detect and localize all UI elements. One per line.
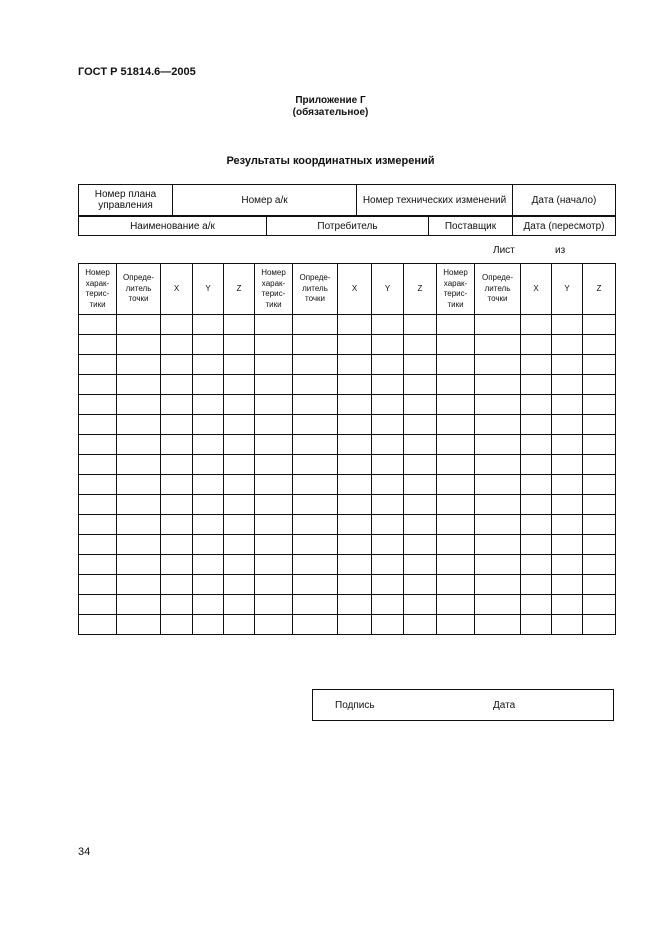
table-cell[interactable] (475, 435, 521, 455)
table-cell[interactable] (224, 455, 255, 475)
table-cell[interactable] (117, 615, 161, 635)
table-cell[interactable] (521, 395, 552, 415)
table-cell[interactable] (372, 575, 404, 595)
table-cell[interactable] (117, 415, 161, 435)
table-cell[interactable] (255, 475, 293, 495)
table-cell[interactable] (224, 615, 255, 635)
document-code: ГОСТ Р 51814.6—2005 (78, 66, 196, 78)
table-cell[interactable] (475, 555, 521, 575)
table-row (79, 495, 616, 515)
signature-date-field[interactable]: Дата (493, 700, 516, 711)
table-row (79, 455, 616, 475)
table-cell[interactable] (521, 375, 552, 395)
table-cell[interactable] (372, 435, 404, 455)
table-cell[interactable] (552, 535, 583, 555)
table-cell[interactable] (161, 595, 193, 615)
table-cell[interactable] (583, 395, 616, 415)
table-cell[interactable] (224, 535, 255, 555)
appendix-heading (0, 95, 661, 119)
col-char-number: Номер харак-терис-тики (437, 264, 475, 315)
table-cell[interactable] (338, 455, 372, 475)
table-cell[interactable] (475, 615, 521, 635)
table-cell[interactable] (475, 355, 521, 375)
table-cell[interactable] (293, 415, 338, 435)
table-cell[interactable] (79, 375, 117, 395)
table-cell[interactable] (293, 495, 338, 515)
table-cell[interactable] (552, 515, 583, 535)
table-cell[interactable] (293, 435, 338, 455)
table-cell[interactable] (552, 355, 583, 375)
table-cell[interactable] (475, 455, 521, 475)
table-cell[interactable] (521, 615, 552, 635)
table-cell[interactable] (338, 415, 372, 435)
table-cell[interactable] (79, 575, 117, 595)
table-cell[interactable] (372, 535, 404, 555)
table-cell[interactable] (193, 535, 224, 555)
table-cell[interactable] (161, 355, 193, 375)
col-char-number: Номер харак-терис-тики (79, 264, 117, 315)
header-row-1 (78, 184, 616, 216)
table-cell[interactable] (521, 435, 552, 455)
table-cell[interactable] (161, 575, 193, 595)
table-cell[interactable] (521, 315, 552, 335)
table-cell[interactable] (161, 495, 193, 515)
table-cell[interactable] (583, 535, 616, 555)
table-cell[interactable] (293, 535, 338, 555)
header-row-2 (78, 216, 616, 236)
table-cell[interactable] (117, 375, 161, 395)
table-cell[interactable] (161, 435, 193, 455)
table-cell[interactable] (193, 335, 224, 355)
table-row (79, 435, 616, 455)
table-cell[interactable] (437, 315, 475, 335)
table-cell[interactable] (552, 315, 583, 335)
table-cell[interactable] (437, 595, 475, 615)
col-x: X (161, 264, 193, 315)
table-cell[interactable] (404, 455, 437, 475)
col-z: Z (583, 264, 616, 315)
table-cell[interactable] (583, 335, 616, 355)
table-cell[interactable] (255, 455, 293, 475)
form-title: Результаты координатных измерений (226, 155, 435, 167)
table-cell[interactable] (293, 395, 338, 415)
table-cell[interactable] (521, 535, 552, 555)
table-cell[interactable] (293, 575, 338, 595)
table-cell[interactable] (255, 615, 293, 635)
col-point-id: Опреде-литель точки (117, 264, 161, 315)
table-cell[interactable] (552, 495, 583, 515)
table-cell[interactable] (338, 515, 372, 535)
table-cell[interactable] (117, 535, 161, 555)
table-cell[interactable] (437, 415, 475, 435)
table-cell[interactable] (521, 575, 552, 595)
signature-box (312, 689, 614, 721)
table-cell[interactable] (552, 335, 583, 355)
table-cell[interactable] (193, 435, 224, 455)
table-cell[interactable] (193, 615, 224, 635)
table-cell[interactable] (224, 575, 255, 595)
table-cell[interactable] (224, 395, 255, 415)
table-cell[interactable] (437, 455, 475, 475)
table-cell[interactable] (404, 315, 437, 335)
table-cell[interactable] (117, 315, 161, 335)
sheet-of-label: из (555, 245, 566, 256)
table-cell[interactable] (161, 315, 193, 335)
table-row (79, 615, 616, 635)
table-cell[interactable] (79, 475, 117, 495)
table-cell[interactable] (79, 435, 117, 455)
table-cell[interactable] (404, 435, 437, 455)
table-cell[interactable] (255, 415, 293, 435)
table-cell[interactable] (79, 315, 117, 335)
table-cell[interactable] (193, 395, 224, 415)
table-cell[interactable] (79, 455, 117, 475)
table-cell[interactable] (404, 395, 437, 415)
table-cell[interactable] (161, 455, 193, 475)
table-cell[interactable] (404, 415, 437, 435)
table-cell[interactable] (338, 435, 372, 455)
table-cell[interactable] (193, 495, 224, 515)
table-cell[interactable] (372, 415, 404, 435)
table-cell[interactable] (338, 595, 372, 615)
table-cell[interactable] (79, 555, 117, 575)
table-cell[interactable] (193, 475, 224, 495)
table-cell[interactable] (255, 315, 293, 335)
table-cell[interactable] (475, 375, 521, 395)
table-cell[interactable] (293, 595, 338, 615)
table-cell[interactable] (161, 475, 193, 495)
table-cell[interactable] (255, 495, 293, 515)
col-point-id: Опреде-литель точки (293, 264, 338, 315)
table-cell[interactable] (293, 375, 338, 395)
table-cell[interactable] (437, 555, 475, 575)
table-cell[interactable] (79, 495, 117, 515)
table-cell[interactable] (255, 375, 293, 395)
table-cell[interactable] (255, 515, 293, 535)
table-cell[interactable] (404, 515, 437, 535)
date-revision-field[interactable]: Дата (пересмотр) (513, 217, 616, 236)
table-cell[interactable] (161, 555, 193, 575)
table-cell[interactable] (193, 455, 224, 475)
table-cell[interactable] (521, 455, 552, 475)
table-cell[interactable] (79, 335, 117, 355)
table-cell[interactable] (117, 595, 161, 615)
table-cell[interactable] (117, 515, 161, 535)
table-cell[interactable] (404, 375, 437, 395)
table-cell[interactable] (404, 575, 437, 595)
table-cell[interactable] (161, 335, 193, 355)
table-cell[interactable] (372, 375, 404, 395)
table-row (79, 595, 616, 615)
table-cell[interactable] (404, 495, 437, 515)
table-cell[interactable] (161, 515, 193, 535)
table-cell[interactable] (161, 535, 193, 555)
table-cell[interactable] (583, 475, 616, 495)
table-cell[interactable] (404, 335, 437, 355)
table-cell[interactable] (583, 595, 616, 615)
table-cell[interactable] (437, 535, 475, 555)
table-cell[interactable] (437, 335, 475, 355)
table-cell[interactable] (224, 515, 255, 535)
table-cell[interactable] (255, 535, 293, 555)
table-cell[interactable] (475, 575, 521, 595)
table-cell[interactable] (117, 495, 161, 515)
table-cell[interactable] (552, 375, 583, 395)
table-cell[interactable] (583, 455, 616, 475)
table-cell[interactable] (437, 355, 475, 375)
table-cell[interactable] (372, 355, 404, 375)
table-cell[interactable] (521, 555, 552, 575)
table-row (79, 535, 616, 555)
table-cell[interactable] (583, 375, 616, 395)
table-cell[interactable] (255, 575, 293, 595)
col-x: X (338, 264, 372, 315)
table-cell[interactable] (161, 615, 193, 635)
col-y: Y (552, 264, 583, 315)
table-cell[interactable] (475, 515, 521, 535)
table-cell[interactable] (338, 475, 372, 495)
table-cell[interactable] (193, 515, 224, 535)
table-cell[interactable] (255, 355, 293, 375)
col-z: Z (224, 264, 255, 315)
col-char-number: Номер харак-терис-тики (255, 264, 293, 315)
table-cell[interactable] (372, 555, 404, 575)
table-cell[interactable] (255, 595, 293, 615)
table-cell[interactable] (338, 315, 372, 335)
table-cell[interactable] (224, 475, 255, 495)
table-cell[interactable] (293, 455, 338, 475)
table-cell[interactable] (293, 515, 338, 535)
table-cell[interactable] (552, 475, 583, 495)
table-cell[interactable] (224, 415, 255, 435)
table-row (79, 315, 616, 335)
table-cell[interactable] (437, 515, 475, 535)
table-cell[interactable] (475, 335, 521, 355)
table-cell[interactable] (338, 395, 372, 415)
sheet-label: Лист (493, 245, 515, 256)
table-cell[interactable] (583, 495, 616, 515)
table-cell[interactable] (404, 555, 437, 575)
page-number: 34 (78, 846, 91, 858)
measurement-table (78, 263, 616, 635)
table-cell[interactable] (117, 475, 161, 495)
table-cell[interactable] (583, 515, 616, 535)
table-cell[interactable] (293, 615, 338, 635)
part-name-field[interactable]: Наименование а/к (79, 217, 267, 236)
control-plan-number-field[interactable]: Номер плана управления (79, 185, 173, 216)
table-cell[interactable] (552, 455, 583, 475)
table-row (79, 395, 616, 415)
table-cell[interactable] (193, 315, 224, 335)
table-cell[interactable] (224, 555, 255, 575)
engineering-change-number-field[interactable]: Номер технических изменений (357, 185, 513, 216)
table-cell[interactable] (521, 495, 552, 515)
table-cell[interactable] (552, 615, 583, 635)
table-cell[interactable] (552, 395, 583, 415)
table-cell[interactable] (338, 335, 372, 355)
table-cell[interactable] (117, 395, 161, 415)
table-cell[interactable] (583, 615, 616, 635)
table-cell[interactable] (193, 555, 224, 575)
table-cell[interactable] (293, 315, 338, 335)
table-cell[interactable] (293, 475, 338, 495)
table-cell[interactable] (117, 355, 161, 375)
table-row (79, 475, 616, 495)
table-cell[interactable] (521, 515, 552, 535)
table-cell[interactable] (224, 375, 255, 395)
table-cell[interactable] (293, 355, 338, 375)
table-cell[interactable] (338, 555, 372, 575)
table-cell[interactable] (475, 415, 521, 435)
table-cell[interactable] (161, 395, 193, 415)
table-row (79, 415, 616, 435)
table-row (79, 575, 616, 595)
table-cell[interactable] (338, 495, 372, 515)
table-cell[interactable] (255, 555, 293, 575)
table-cell[interactable] (117, 435, 161, 455)
table-cell[interactable] (437, 395, 475, 415)
table-cell[interactable] (79, 515, 117, 535)
table-cell[interactable] (475, 475, 521, 495)
table-cell[interactable] (79, 595, 117, 615)
table-row (79, 335, 616, 355)
table-cell[interactable] (404, 355, 437, 375)
table-cell[interactable] (583, 415, 616, 435)
table-cell[interactable] (224, 315, 255, 335)
date-start-field[interactable]: Дата (начало) (513, 185, 616, 216)
table-cell[interactable] (79, 395, 117, 415)
table-cell[interactable] (521, 595, 552, 615)
part-number-field[interactable]: Номер а/к (173, 185, 357, 216)
col-x: X (521, 264, 552, 315)
table-cell[interactable] (552, 595, 583, 615)
table-cell[interactable] (404, 475, 437, 495)
table-cell[interactable] (224, 595, 255, 615)
table-cell[interactable] (338, 615, 372, 635)
table-cell[interactable] (117, 455, 161, 475)
table-cell[interactable] (255, 395, 293, 415)
table-cell[interactable] (552, 415, 583, 435)
table-cell[interactable] (224, 355, 255, 375)
table-cell[interactable] (475, 535, 521, 555)
table-cell[interactable] (193, 415, 224, 435)
table-row (79, 375, 616, 395)
table-cell[interactable] (583, 315, 616, 335)
table-cell[interactable] (117, 555, 161, 575)
table-cell[interactable] (79, 355, 117, 375)
table-cell[interactable] (193, 575, 224, 595)
table-cell[interactable] (437, 615, 475, 635)
table-cell[interactable] (372, 315, 404, 335)
table-cell[interactable] (293, 335, 338, 355)
table-cell[interactable] (193, 375, 224, 395)
table-cell[interactable] (437, 435, 475, 455)
table-cell[interactable] (583, 555, 616, 575)
table-cell[interactable] (437, 475, 475, 495)
table-cell[interactable] (372, 395, 404, 415)
col-y: Y (372, 264, 404, 315)
col-y: Y (193, 264, 224, 315)
measurement-table-header (79, 264, 616, 315)
table-cell[interactable] (255, 435, 293, 455)
table-cell[interactable] (338, 535, 372, 555)
table-cell[interactable] (79, 535, 117, 555)
table-cell[interactable] (338, 355, 372, 375)
table-cell[interactable] (372, 455, 404, 475)
col-point-id: Опреде-литель точки (475, 264, 521, 315)
table-cell[interactable] (224, 335, 255, 355)
table-cell[interactable] (161, 375, 193, 395)
table-cell[interactable] (79, 615, 117, 635)
table-cell[interactable] (193, 355, 224, 375)
col-z: Z (404, 264, 437, 315)
table-cell[interactable] (117, 575, 161, 595)
table-cell[interactable] (475, 495, 521, 515)
table-cell[interactable] (372, 615, 404, 635)
table-cell[interactable] (372, 495, 404, 515)
signature-field[interactable]: Подпись (335, 700, 375, 711)
table-cell[interactable] (255, 335, 293, 355)
table-cell[interactable] (521, 475, 552, 495)
table-row (79, 555, 616, 575)
table-cell[interactable] (372, 475, 404, 495)
table-cell[interactable] (521, 335, 552, 355)
table-cell[interactable] (404, 615, 437, 635)
table-cell[interactable] (117, 335, 161, 355)
table-cell[interactable] (521, 355, 552, 375)
table-cell[interactable] (437, 575, 475, 595)
table-cell[interactable] (293, 555, 338, 575)
table-cell[interactable] (193, 595, 224, 615)
table-cell[interactable] (552, 555, 583, 575)
appendix-note: (обязательное) (292, 107, 369, 118)
table-cell[interactable] (404, 535, 437, 555)
supplier-field[interactable]: Поставщик (429, 217, 513, 236)
table-cell[interactable] (161, 415, 193, 435)
table-cell[interactable] (338, 575, 372, 595)
table-cell[interactable] (475, 315, 521, 335)
table-cell[interactable] (437, 495, 475, 515)
table-row (79, 515, 616, 535)
table-cell[interactable] (224, 495, 255, 515)
table-cell[interactable] (79, 415, 117, 435)
table-cell[interactable] (475, 395, 521, 415)
table-cell[interactable] (521, 415, 552, 435)
table-cell[interactable] (437, 375, 475, 395)
table-cell[interactable] (583, 435, 616, 455)
table-cell[interactable] (338, 375, 372, 395)
customer-field[interactable]: Потребитель (267, 217, 429, 236)
table-cell[interactable] (583, 355, 616, 375)
table-cell[interactable] (583, 575, 616, 595)
table-cell[interactable] (552, 575, 583, 595)
table-row (79, 355, 616, 375)
table-cell[interactable] (372, 335, 404, 355)
table-cell[interactable] (404, 595, 437, 615)
appendix-title: Приложение Г (295, 95, 366, 106)
table-cell[interactable] (372, 595, 404, 615)
table-cell[interactable] (552, 435, 583, 455)
table-cell[interactable] (224, 435, 255, 455)
table-cell[interactable] (475, 595, 521, 615)
table-cell[interactable] (372, 515, 404, 535)
